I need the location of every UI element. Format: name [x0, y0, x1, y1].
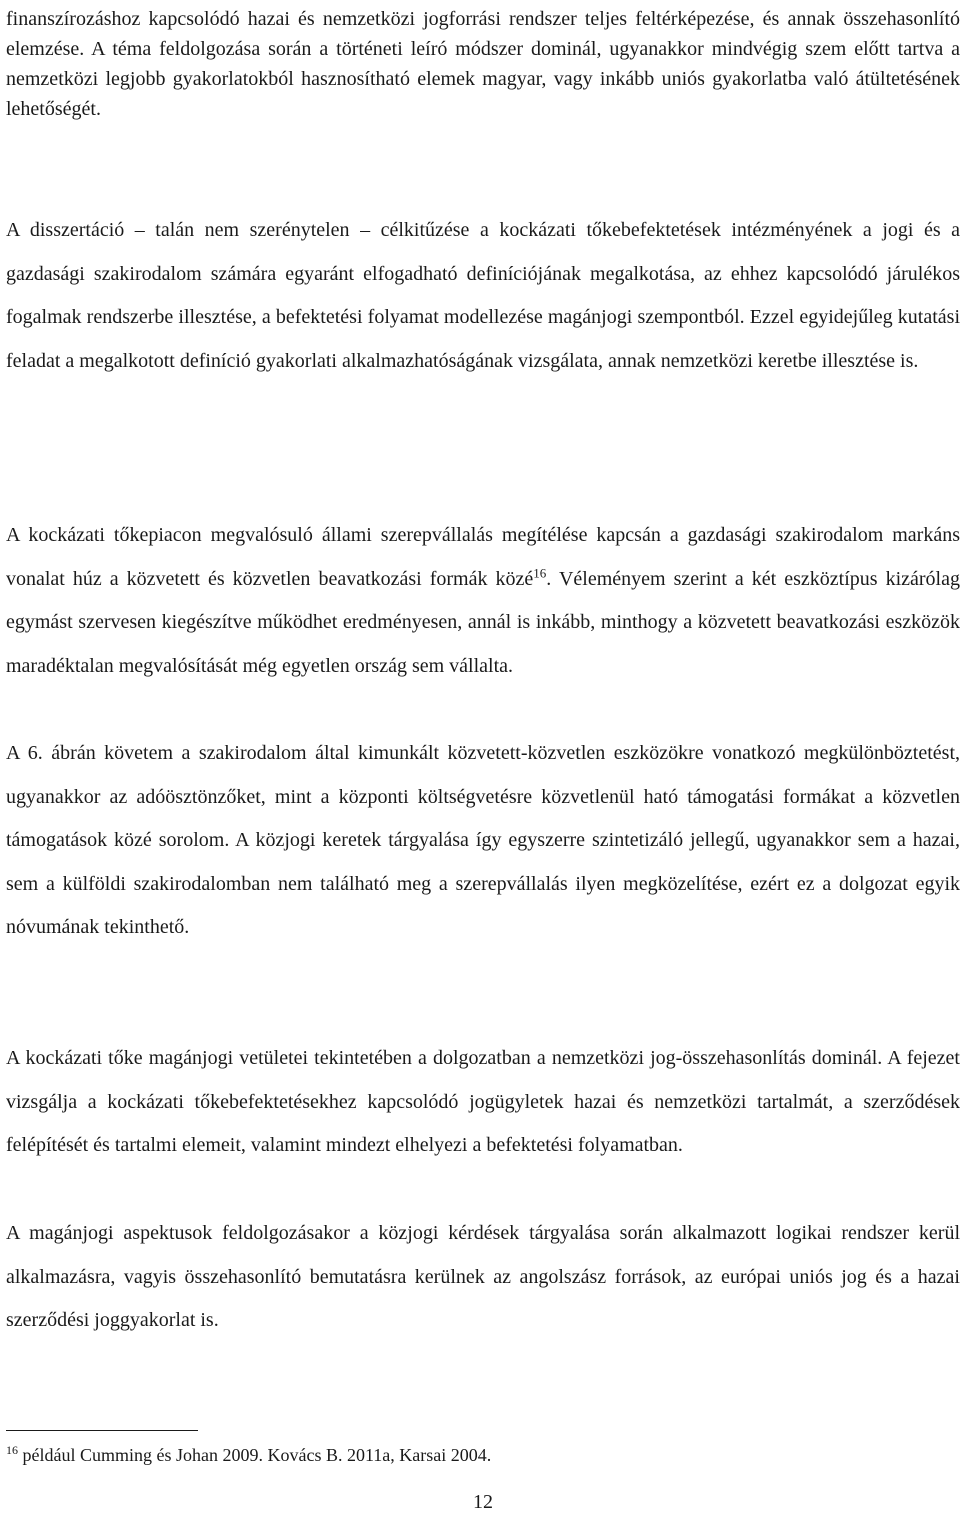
footnote-reference[interactable]: 16: [533, 564, 547, 580]
paragraph-state-role: [6, 514, 960, 688]
page-number: 12: [473, 1491, 493, 1513]
paragraph-intro-continuation: finanszírozáshoz kapcsolódó hazai és nemzetközi jogforrási rendszer teljes feltérképezése, és annak összehasonlító elemzése. A téma feldolgozása során a történeti leíró módszer dominál, ugyanakkor mindvégig szem előtt tartva a nemzetközi legjobb gyakorlatokból hasznosítható elemek magyar, vagy inkább uniós gyakorlatba való átültetésének lehetőségét.: [6, 8, 960, 120]
paragraph-dissertation-goal: A disszertáció – talán nem szerénytelen – célkitűzése a kockázati tőkebefektetések intézményének a jogi és a gazdasági szakirodalom számára egyaránt elfogadható definíciójának megalkotása, az ehhez kapcsolódó járulékos fogalmak rendszerbe illesztése, a befektetési folyamat modellezése magánjogi szempontból. Ezzel egyidejűleg kutatási feladat a megalkotott definíció gyakorlati alkalmazhatóságának vizsgálata, annak nemzetközi keretbe illesztése is.: [6, 219, 960, 372]
footnote-text: például Cumming és Johan 2009. Kovács B. 2011a, Karsai 2004.: [18, 1445, 492, 1465]
paragraph-private-law-aspects: A magánjogi aspektusok feldolgozásakor a közjogi kérdések tárgyalása során alkalmazott logikai rendszer kerül alkalmazásra, vagyis összehasonlító bemutatásra kerülnek az angolszász források, az európai uniós jog és a hazai szerződési joggyakorlat is.: [6, 1222, 960, 1332]
paragraph-text: . Véleményem szerint a két eszköztípus kizárólag egymást szervesen kiegészítve működhet eredményesen, annál is inkább, minthogy a közvetett beavatkozási eszközök maradéktalan megvalósítását még egyetlen ország sem vállalta.: [6, 567, 960, 677]
document-page: [6, 0, 960, 1515]
footnote-separator: [6, 1430, 198, 1431]
footnote-number: 16: [6, 1443, 18, 1457]
paragraph-figure-6: A 6. ábrán követem a szakirodalom által kimunkált közvetett-közvetlen eszközökre vonatkozó megkülönböztetést, ugyanakkor az adóösztönzőket, mint a központi költségvetésre közvetlenül ható támogatási formákat a közvetlen támogatások közé sorolom. A közjogi keretek tárgyalása így egyszerre szintetizáló jellegű, ugyanakkor sem a hazai, sem a külföldi szakirodalomban nem található meg a szerepvállalás ilyen megközelítése, ezért ez a dolgozat egyik nóvumának tekinthető.: [6, 742, 960, 939]
paragraph-text: A kockázati tőkepiacon megvalósuló állami szerepvállalás megítélése kapcsán a gazdasági szakirodalom markáns vonalat húz a közvetett és közvetlen beavatkozási formák közé: [6, 524, 960, 590]
footnote: [6, 1443, 960, 1467]
paragraph-private-law: A kockázati tőke magánjogi vetületei tekintetében a dolgozatban a nemzetközi jog-összehasonlítás dominál. A fejezet vizsgálja a kockázati tőkebefektetésekhez kapcsolódó jogügyletek hazai és nemzetközi tartalmát, a szerződések felépítését és tartalmi elemeit, valamint mindezt elhelyezi a befektetési folyamatban.: [6, 1047, 960, 1157]
